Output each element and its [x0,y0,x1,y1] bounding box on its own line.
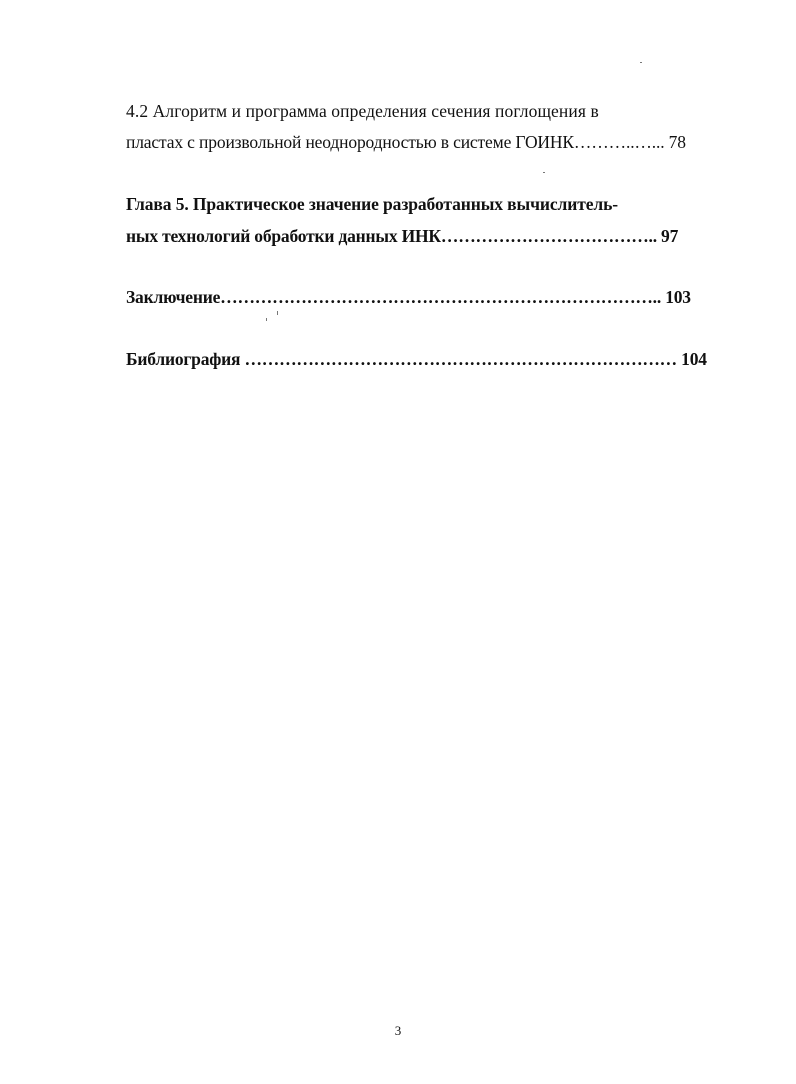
scan-speck [640,62,642,63]
toc-entry-chapter-5-line-1: Глава 5. Практическое значение разработанных вычислитель- [126,194,618,214]
toc-entry-chapter-5-line-2: ных технологий обработки данных ИНК……………………………….. 97 [126,226,679,246]
toc-entry-bibliography: Библиография ………………………………………………………………… 104 [126,349,707,369]
page-number: 3 [394,1023,402,1038]
toc-entry-4-2-line-1: 4.2 Алгоритм и программа определения сечения поглощения в [126,101,599,121]
scan-speck [277,311,278,315]
toc-entry-4-2-line-2: пластах с произвольной неоднородностью в системе ГОИНК………..…... 78 [126,132,686,152]
toc-entry-conclusion: Заключение………………………………………………………………….. 103 [126,287,691,307]
scan-speck [543,172,545,173]
scan-speck [266,318,267,321]
